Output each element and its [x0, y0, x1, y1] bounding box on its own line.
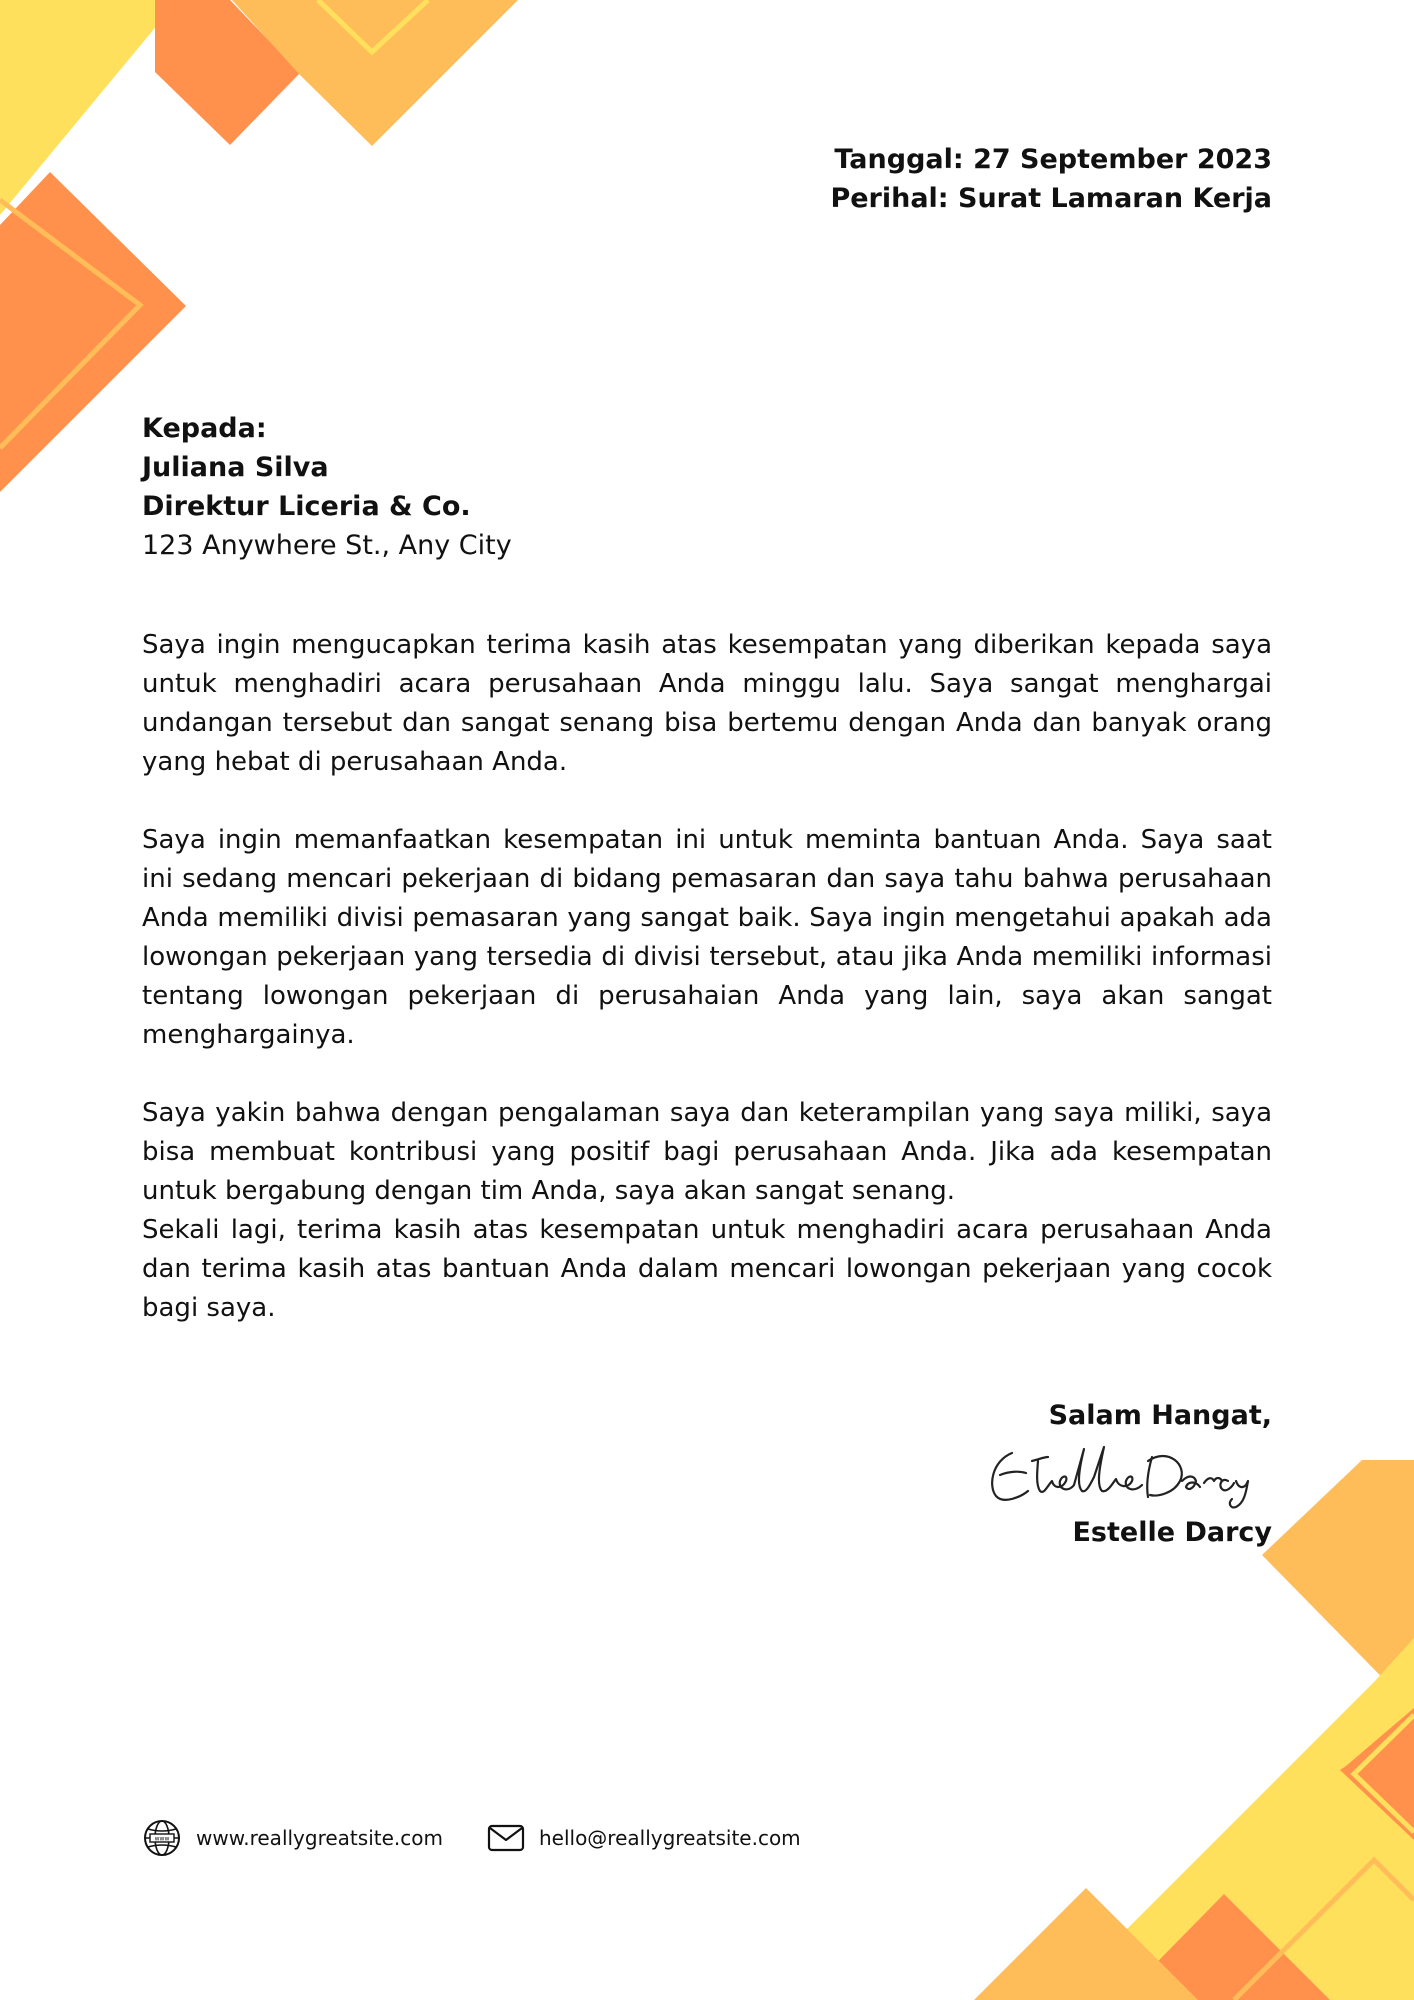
letter-subject: Perihal: Surat Lamaran Kerja: [830, 183, 1272, 214]
recipient-block: [142, 409, 512, 565]
body-paragraph-3: Saya yakin bahwa dengan pengalaman saya dan keterampilan yang saya miliki, saya bisa membuat kontribusi yang positif bagi perusahaan Anda. Jika ada kesempatan untuk bergabung dengan tim Anda, saya akan sangat senang.: [142, 1098, 1272, 1206]
signer-name: Estelle Darcy: [1072, 1517, 1272, 1548]
closing-greeting: Salam Hangat,: [1048, 1400, 1272, 1431]
letter-date: Tanggal: 27 September 2023: [834, 144, 1272, 175]
body-paragraph-4: Sekali lagi, terima kasih atas kesempatan untuk menghadiri acara perusahaan Anda dan terima kasih atas bantuan Anda dalam mencari lowongan pekerjaan yang cocok bagi saya.: [142, 1215, 1272, 1323]
letter-header: [830, 140, 1272, 218]
recipient-name: Juliana Silva: [142, 452, 329, 483]
deco-yellow-triangle: [0, 0, 178, 215]
website-link[interactable]: www.reallygreatsite.com: [196, 1826, 443, 1850]
recipient-address: 123 Anywhere St., Any City: [142, 530, 512, 561]
website-contact[interactable]: [142, 1818, 443, 1858]
letter-body: [142, 626, 1272, 1328]
svg-text:www: www: [154, 1835, 170, 1843]
envelope-icon: [487, 1823, 525, 1853]
body-paragraph-2: Saya ingin memanfaatkan kesempatan ini untuk meminta bantuan Anda. Saya saat ini sedang mencari pekerjaan di bidang pemasaran dan saya tahu bahwa perusahaan Anda memiliki divisi pemasaran yang sangat baik. Saya ingin mengetahui apakah ada lowongan pekerjaan yang tersedia di divisi tersebut, atau jika Anda memiliki informasi tentang lowongan pekerjaan di perusahaian Anda yang lain, saya akan sangat menghargainya.: [142, 825, 1272, 1050]
email-contact[interactable]: [487, 1823, 801, 1853]
decorative-shapes-bottom-right: [974, 1460, 1414, 2000]
email-link[interactable]: hello@reallygreatsite.com: [538, 1826, 801, 1850]
globe-icon: [142, 1818, 182, 1858]
footer-contacts: [142, 1818, 845, 1858]
recipient-label: Kepada:: [142, 413, 267, 444]
body-paragraph-1: Saya ingin mengucapkan terima kasih atas kesempatan yang diberikan kepada saya untuk menghadiri acara perusahaan Anda minggu lalu. Saya sangat menghargai undangan tersebut dan sangat senang bisa bertemu dengan Anda dan banyak orang yang hebat di perusahaan Anda.: [142, 630, 1272, 777]
recipient-title: Direktur Liceria & Co.: [142, 491, 471, 522]
